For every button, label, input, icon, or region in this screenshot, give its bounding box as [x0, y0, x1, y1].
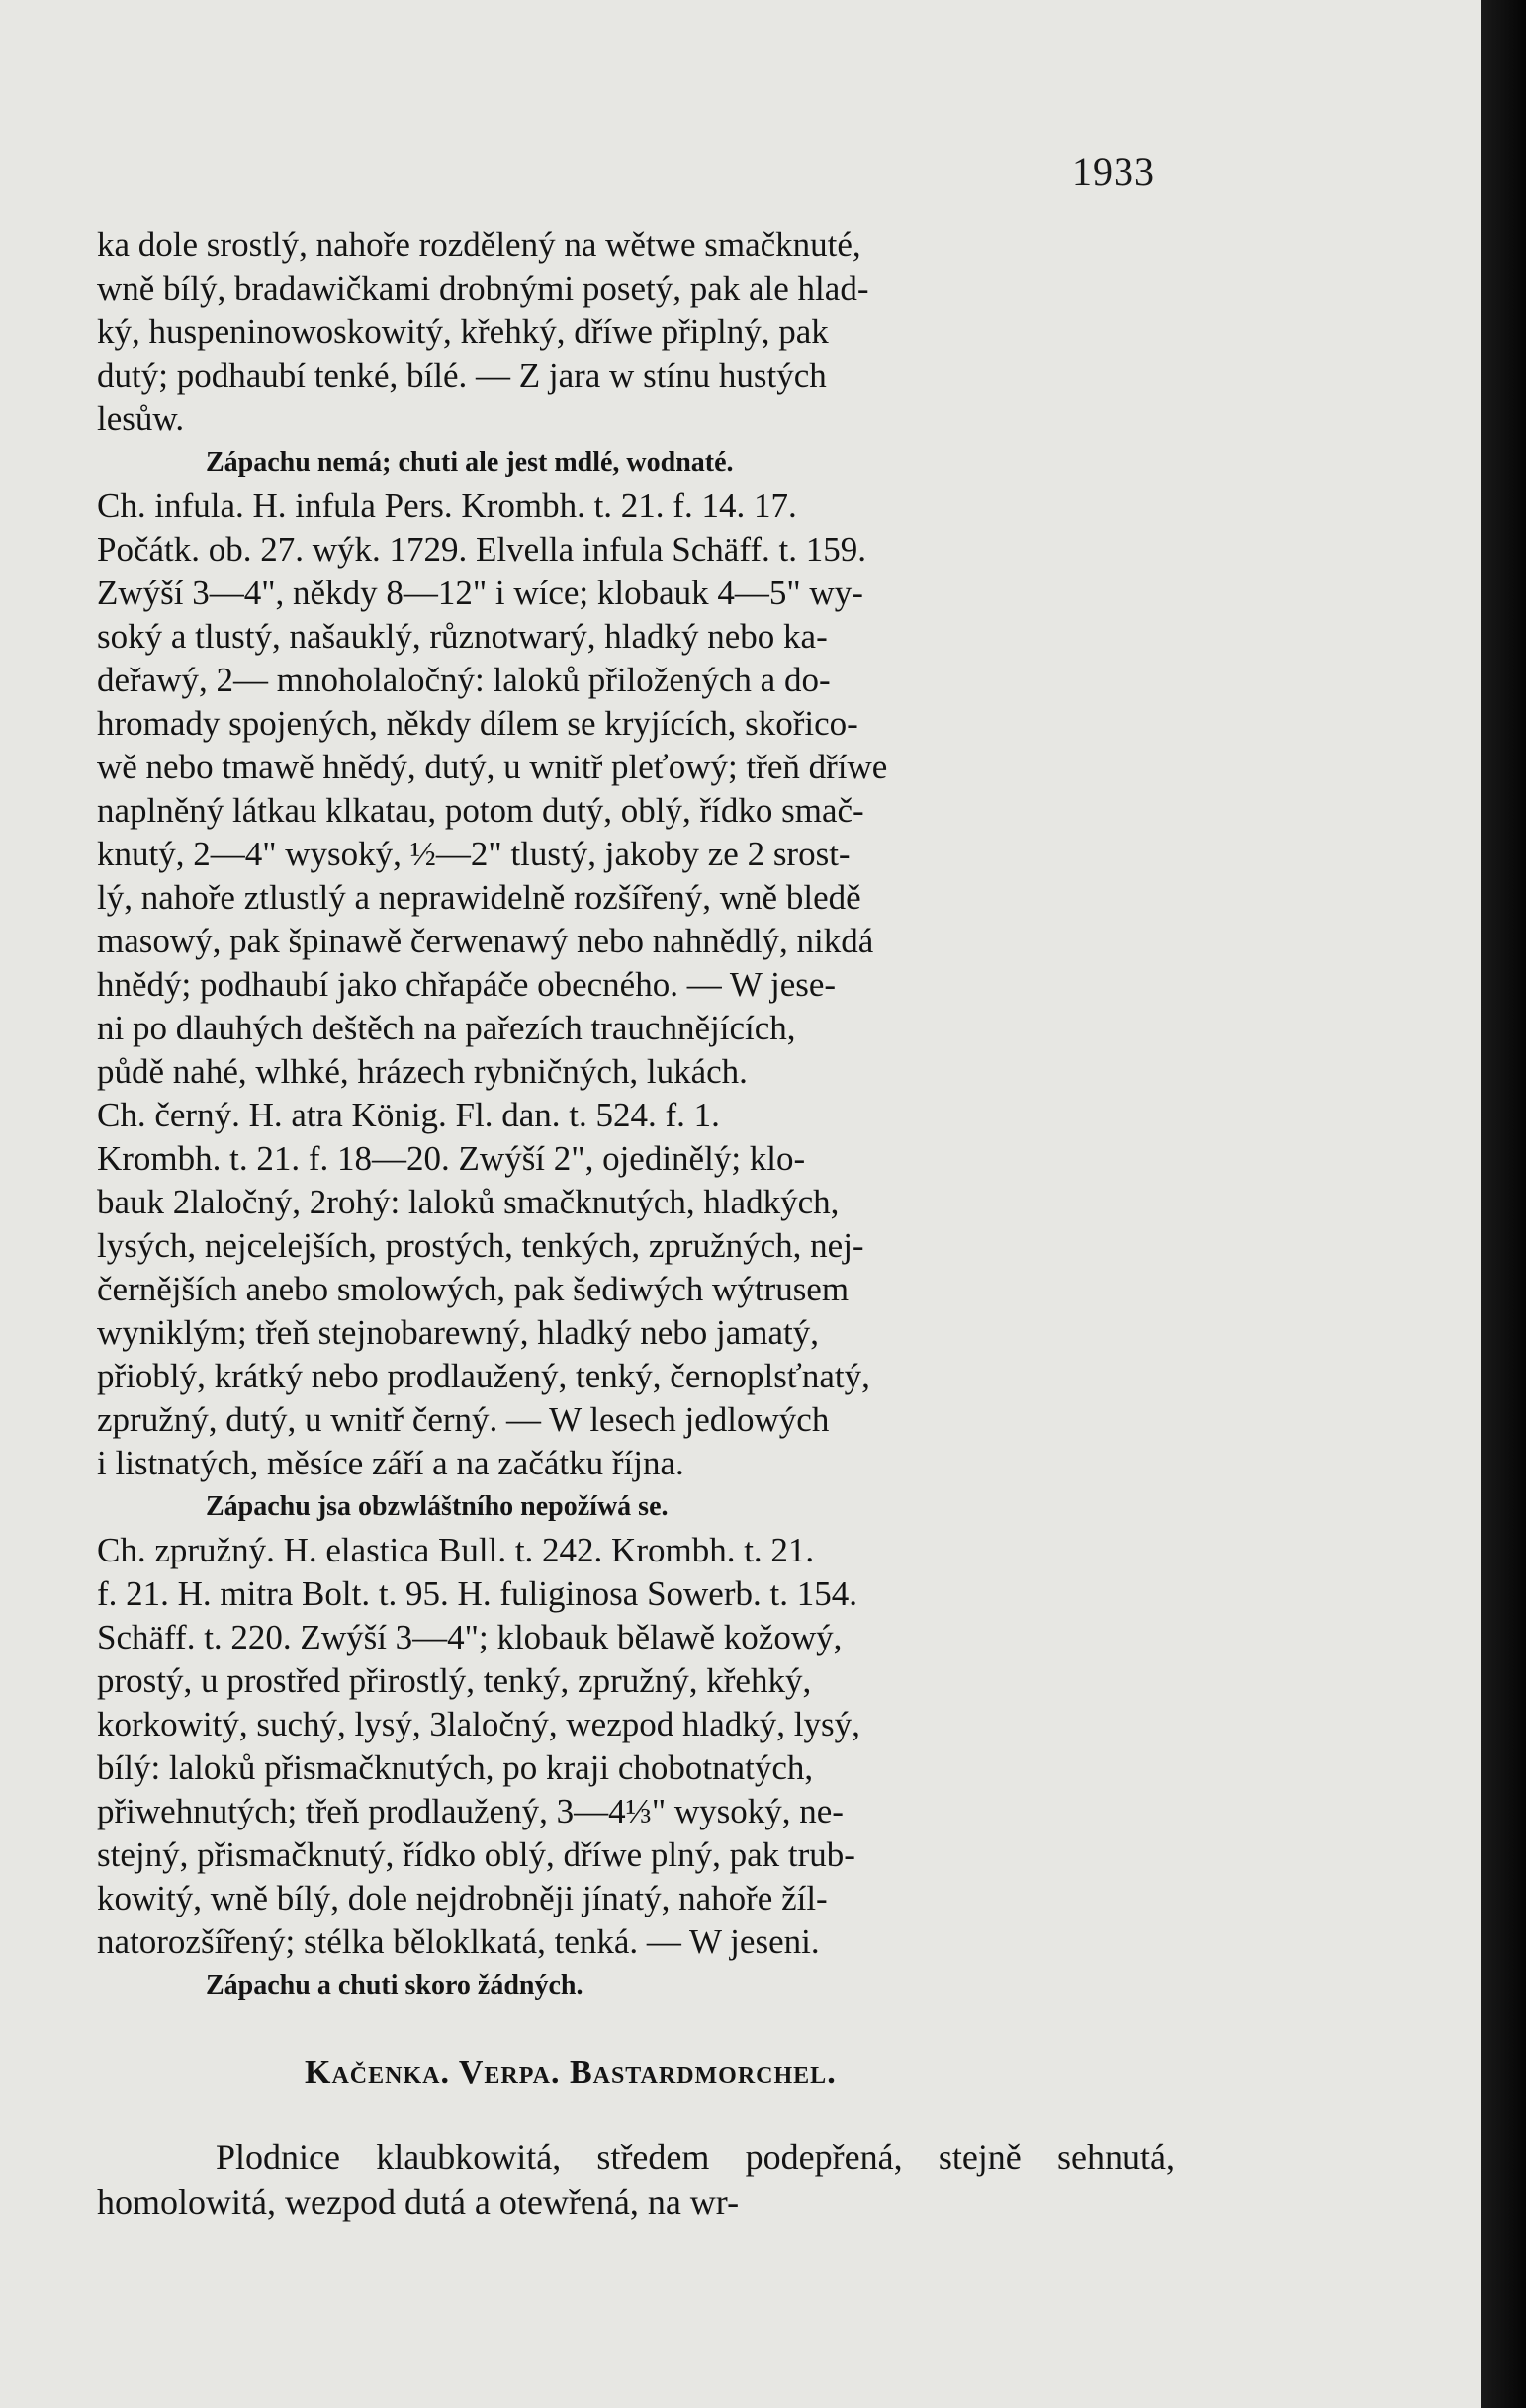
text-line: ký, huspeninowoskowitý, křehký, dříwe připlný, pak	[97, 312, 829, 351]
text-line: natorozšířený; stélka běloklkatá, tenká. — W jeseni.	[97, 1922, 820, 1961]
text-line: dutý; podhaubí tenké, bílé. — Z jara w stínu hustých	[97, 356, 827, 395]
note-line: Zápachu jsa obzwláštního nepožíwá se.	[206, 1491, 669, 1522]
section-heading: Kačenka. Verpa. Bastardmorchel.	[305, 2054, 837, 2091]
text-line: lý, nahoře ztlustlý a neprawidelně rozšířený, wně bledě	[97, 878, 861, 917]
text-line: zpružný, dutý, u wnitř černý. — W lesech jedlowých	[97, 1400, 830, 1439]
text-line: přioblý, krátký nebo prodlaužený, tenký, černoplsťnatý,	[97, 1357, 870, 1395]
text-line: prostý, u prostřed přirostlý, tenký, zpružný, křehký,	[97, 1661, 812, 1700]
text-line: korkowitý, suchý, lysý, 3laločný, wezpod hladký, lysý,	[97, 1705, 860, 1743]
text-line: wyniklým; třeň stejnobarewný, hladký nebo jamatý,	[97, 1313, 819, 1352]
text-line: Počátk. ob. 27. wýk. 1729. Elvella infula Schäff. t. 159.	[97, 530, 866, 569]
text-line: ka dole srostlý, nahoře rozdělený na wětwe smačknuté,	[97, 225, 861, 264]
section-paragraph: Plodnice klaubkowitá, středem podepřená, stejně sehnutá, homolowitá, wezpod dutá a otewřená, na wr-	[97, 2137, 1175, 2222]
text-line: přiwehnutých; třeň prodlaužený, 3—4⅓" wysoký, ne-	[97, 1792, 844, 1830]
text-line: bílý: laloků přismačknutých, po kraji chobotnatých,	[97, 1748, 814, 1787]
note-line: Zápachu a chuti skoro žádných.	[206, 1970, 583, 2001]
text-line: stejný, přismačknutý, řídko oblý, dříwe plný, pak trub-	[97, 1835, 855, 1874]
text-line: lysých, nejcelejších, prostých, tenkých, zpružných, nej-	[97, 1226, 864, 1265]
page-text	[97, 223, 1175, 2225]
note-line: Zápachu nemá; chuti ale jest mdlé, wodnaté.	[206, 447, 734, 478]
text-line: f. 21. H. mitra Bolt. t. 95. H. fuliginosa Sowerb. t. 154.	[97, 1574, 857, 1613]
text-line: černějších anebo smolowých, pak šediwých wýtrusem	[97, 1270, 850, 1308]
text-line: Zwýší 3—4", někdy 8—12" i wíce; klobauk 4—5" wy-	[97, 574, 863, 612]
text-line: Ch. zpružný. H. elastica Bull. t. 242. Krombh. t. 21.	[97, 1531, 815, 1569]
text-line: wě nebo tmawě hnědý, dutý, u wnitř pleťowý; třeň dříwe	[97, 748, 888, 786]
page-number: 1933	[1072, 149, 1155, 194]
text-line: ni po dlauhých deštěch na pařezích trauchnějících,	[97, 1009, 796, 1047]
text-line: Schäff. t. 220. Zwýší 3—4"; klobauk bělawě kožowý,	[97, 1618, 843, 1656]
text-line: lesůw.	[97, 400, 185, 438]
text-line: masowý, pak špinawě čerwenawý nebo nahnědlý, nikdá	[97, 922, 874, 960]
page-edge-shadow	[1481, 0, 1526, 2408]
text-line: wně bílý, bradawičkami drobnými posetý, pak ale hlad-	[97, 269, 869, 308]
text-line: Krombh. t. 21. f. 18—20. Zwýší 2", ojedinělý; klo-	[97, 1139, 806, 1178]
text-line: deřawý, 2— mnoholaločný: laloků přiložených a do-	[97, 661, 831, 699]
text-line: bauk 2laločný, 2rohý: laloků smačknutých, hladkých,	[97, 1183, 840, 1221]
text-line: Ch. infula. H. infula Pers. Krombh. t. 21. f. 14. 17.	[97, 487, 797, 525]
text-line: soký a tlustý, našauklý, různotwarý, hladký nebo ka-	[97, 617, 828, 656]
text-line: kowitý, wně bílý, dole nejdrobněji jínatý, nahoře žíl-	[97, 1879, 828, 1917]
text-line: hnědý; podhaubí jako chřapáče obecného. — W jese-	[97, 965, 837, 1004]
text-line: hromady spojených, někdy dílem se kryjících, skořico-	[97, 704, 858, 743]
text-line: i listnatých, měsíce září a na začátku října.	[97, 1444, 684, 1482]
text-line: Ch. černý. H. atra König. Fl. dan. t. 524. f. 1.	[97, 1096, 720, 1134]
text-line: knutý, 2—4" wysoký, ½—2" tlustý, jakoby ze 2 srost-	[97, 835, 851, 873]
text-line: naplněný látkau klkatau, potom dutý, oblý, řídko smač-	[97, 791, 864, 830]
text-line: půdě nahé, wlhké, hrázech rybničných, lukách.	[97, 1052, 748, 1091]
